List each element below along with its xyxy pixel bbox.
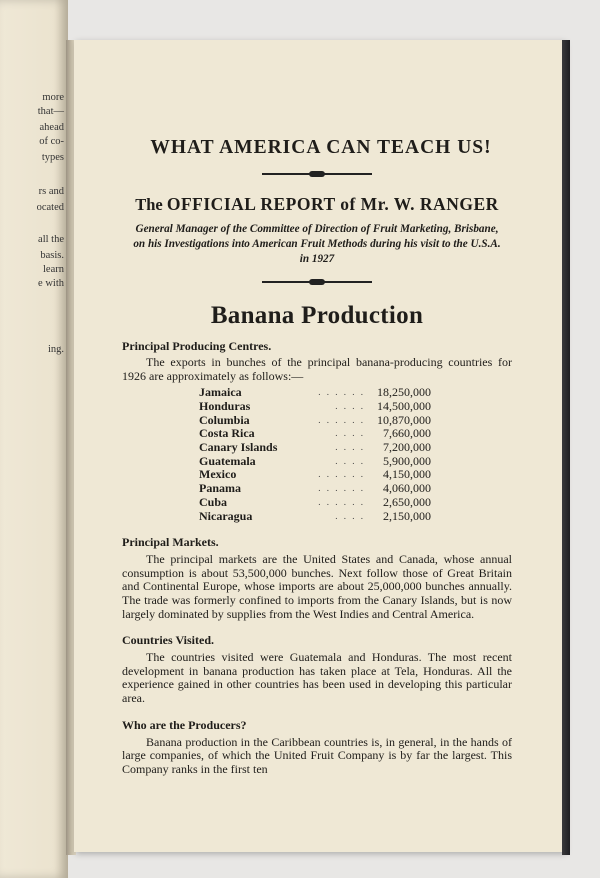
report-title-main: OFFICIAL REPORT of Mr. W. RANGER <box>166 194 499 214</box>
producing-heading: Principal Producing Centres. <box>122 339 272 353</box>
ornamental-rule <box>262 171 372 177</box>
table-row: Mexico . . . . . . 4,150,000 <box>199 467 431 482</box>
facing-left-page <box>0 0 68 878</box>
left-page-fragment: rs and <box>38 186 64 197</box>
table-row: Costa Rica . . . . 7,660,000 <box>199 426 431 441</box>
main-title: WHAT AMERICA CAN TEACH US! <box>150 137 492 158</box>
report-title-prefix: The <box>135 195 163 214</box>
table-row: Honduras . . . . 14,500,000 <box>199 398 431 413</box>
left-page-fragment: more <box>42 92 64 103</box>
page-content <box>122 130 512 776</box>
producers-paragraph: Banana production in the Caribbean countries is, in general, in the hands of large companies, of which the United Fruit Company is by far the largest. This Company ranks in the first ten <box>122 734 512 776</box>
left-page-fragment: types <box>41 152 64 163</box>
producers-heading: Who are the Producers? <box>122 717 247 732</box>
table-row: Guatemala . . . . 5,900,000 <box>199 453 431 468</box>
visited-paragraph: The countries visited were Guatemala and Honduras. The most recent development in banana production has taken place at Tela, Honduras. All the experience gained in other countries has been used in developing this particular area. <box>122 650 512 705</box>
left-page-fragment: e with <box>38 278 64 289</box>
left-page-fragment: of co- <box>39 136 64 147</box>
left-page-fragment: ing. <box>47 344 64 355</box>
ornamental-rule <box>262 279 372 285</box>
table-row: Panama . . . . . . 4,060,000 <box>199 481 431 496</box>
markets-paragraph: The principal markets are the United States and Canada, whose annual consumption is about 53,500,000 bunches. Next follow those of Great Britain and Continental Europe, whose imports are about 25,000,000 bunches annually. The trade was formerly confined to imports from the Canary Islands, but is now largely dominated by supplies from the West Indies and Central America. <box>122 552 512 621</box>
visited-heading: Countries Visited. <box>122 633 215 648</box>
section-title: Banana Production <box>210 302 424 329</box>
left-page-fragment: ocated <box>36 202 64 213</box>
left-page-fragment: that— <box>37 106 64 117</box>
report-title <box>122 193 512 216</box>
markets-heading: Principal Markets. <box>122 535 219 550</box>
table-row: Cuba . . . . . . 2,650,000 <box>199 494 431 509</box>
left-page-fragment: all the <box>38 234 64 245</box>
book-cover-edge <box>562 40 570 855</box>
left-page-fragment: ahead <box>39 122 64 133</box>
table-row: Canary Islands . . . . 7,200,000 <box>199 440 431 454</box>
table-row: Columbia . . . . . . 10,870,000 <box>199 412 431 427</box>
report-subtitle: General Manager of the Committee of Direction of Fruit Marketing, Brisbane, on his Investigations into American Fruit Methods during his visit to the U.S.A. in 1927 <box>133 223 501 265</box>
producing-paragraph: The exports in bunches of the principal banana-producing countries for 1926 are approximately as follows:— <box>122 355 512 383</box>
table-row: Jamaica . . . . . . 18,250,000 <box>199 385 431 400</box>
left-page-fragment: basis. <box>40 250 64 261</box>
exports-table <box>199 386 431 523</box>
left-page-fragment: learn <box>43 264 64 275</box>
table-row: Nicaragua . . . . 2,150,000 <box>199 508 431 523</box>
